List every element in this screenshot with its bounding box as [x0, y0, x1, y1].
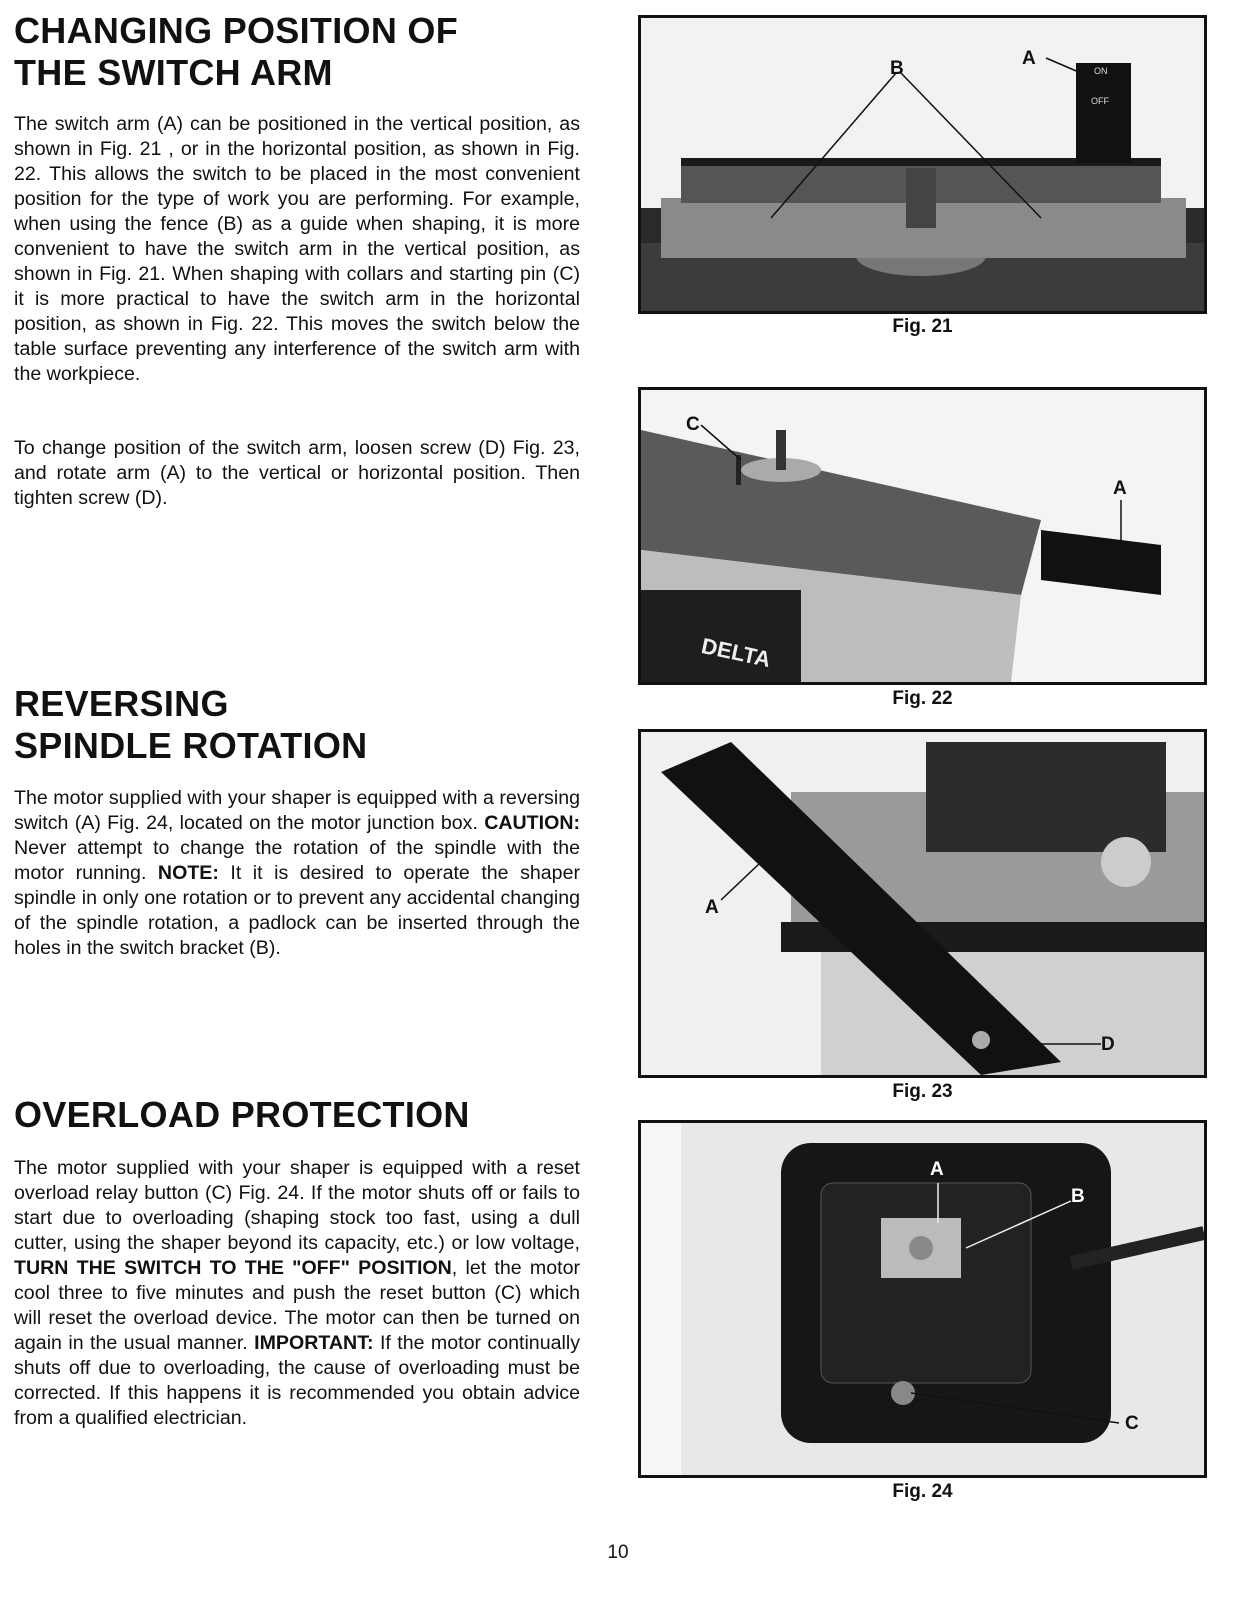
fig22-caption: Fig. 22 [892, 688, 953, 709]
delta-brand-logo: DELTA [699, 633, 773, 673]
fig21-caption: Fig. 21 [892, 316, 953, 337]
heading-overload-protection: OVERLOAD PROTECTION [14, 1094, 470, 1135]
fig24-caption: Fig. 24 [892, 1481, 953, 1502]
fig24-label-b: B [1071, 1186, 1085, 1207]
motor-illustration [641, 1123, 1204, 1475]
overload-paragraph: The motor supplied with your shaper is equipped with a reset overload relay button (C) Fig. 24. If the motor shuts off or fails to start due to overloading (shaping stock too fast, using a dull cutter, using the shaper beyond its capacity, etc.) or low voltage, TURN THE SWITCH TO THE "OFF" POSITION, let the motor cool three to five minutes and push the reset button (C) which will reset the overload device. The motor can then be turned on again in the usual manner. IMPORTANT: If the motor continually shuts off due to overloading, the cause of overloading must be corrected. If this happens it is recommended you obtain advice from a qualified electrician. [14, 1157, 580, 1429]
reversing-paragraph: The motor supplied with your shaper is equipped with a reversing switch (A) Fig. 24, located on the motor junction box. CAUTION: Never attempt to change the rotation of the spindle with the motor running. NOTE: It it is desired to operate the shaper spindle in only one rotation or to prevent any accidental changing of the spindle rotation, a padlock can be inserted through the holes in the switch bracket (B). [14, 787, 581, 959]
switch-on-label: ON [1094, 66, 1108, 76]
fig21-label-a: A [1022, 48, 1036, 69]
switch-arm-paragraph-2: To change position of the switch arm, loosen screw (D) Fig. 23, and rotate arm (A) to the vertical or horizontal position. Then tighten screw (D). [14, 437, 580, 509]
fig22-label-a: A [1113, 478, 1127, 499]
figure-22-image [638, 387, 1207, 685]
switch-arm-paragraph-1: The switch arm (A) can be positioned in the vertical position, as shown in Fig. 21 , or in the horizontal position, as shown in Fig. 22. This allows the switch to be placed in the most convenient position for the type of work you are performing. For example, when using the fence (B) as a guide when shaping, it is more convenient to have the switch arm in the vertical position, as shown in Fig. 21. When shaping with collars and starting pin (C) it is more practical to have the switch arm in the horizontal position, as shown in Fig. 22. This moves the switch below the table surface preventing any interference of the switch arm with the workpiece. [14, 113, 580, 385]
page-number: 10 [607, 1542, 629, 1563]
fig24-label-c: C [1125, 1413, 1139, 1434]
fig22-label-c: C [686, 414, 700, 435]
heading-reversing-spindle: REVERSING SPINDLE ROTATION [14, 683, 368, 766]
fig24-label-a: A [930, 1159, 944, 1180]
fig21-label-b: B [890, 58, 904, 79]
switch-off-label: OFF [1091, 96, 1109, 106]
switch-arm-illustration [641, 732, 1204, 1075]
heading-changing-switch-arm: CHANGING POSITION OF THE SWITCH ARM [14, 10, 459, 93]
fig23-label-a: A [705, 897, 719, 918]
fence-illustration [641, 18, 1204, 311]
figure-21-image [638, 15, 1207, 314]
figure-24-image [638, 1120, 1207, 1478]
figure-23-image [638, 729, 1207, 1078]
fig23-label-d: D [1101, 1034, 1115, 1055]
fig23-caption: Fig. 23 [892, 1081, 953, 1102]
